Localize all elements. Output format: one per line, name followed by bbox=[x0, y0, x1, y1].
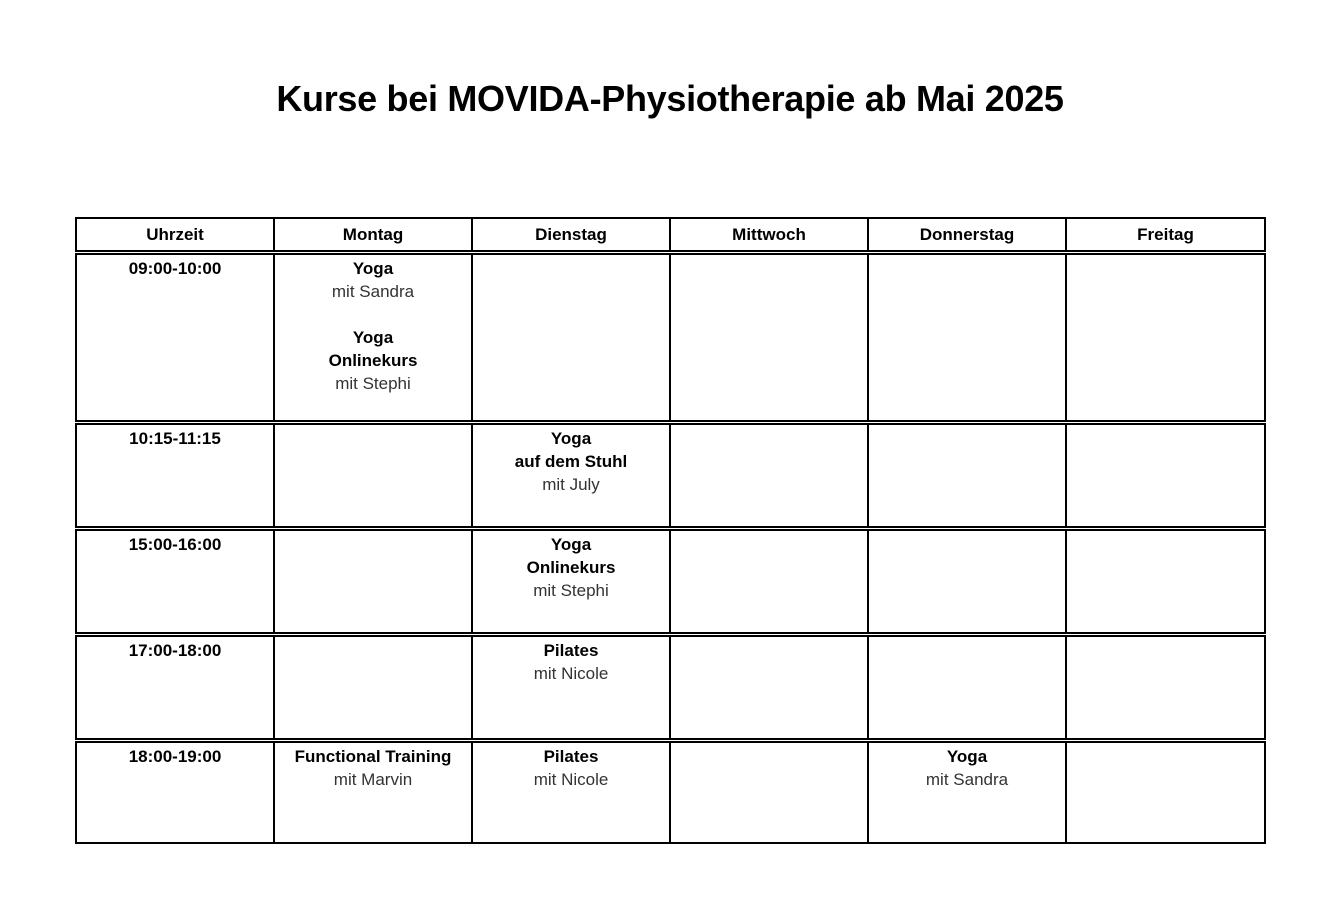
course-cell-wednesday bbox=[670, 741, 868, 844]
column-header-friday: Freitag bbox=[1066, 218, 1265, 253]
table-row bbox=[76, 741, 1265, 844]
course-cell-thursday bbox=[868, 741, 1066, 844]
course-teacher: mit Sandra bbox=[331, 282, 415, 301]
time-cell bbox=[76, 635, 274, 741]
course-teacher: mit Nicole bbox=[533, 770, 609, 789]
course-cell-friday bbox=[1066, 741, 1265, 844]
table-row bbox=[76, 635, 1265, 741]
course-cell-tuesday bbox=[472, 741, 670, 844]
course-cell-wednesday bbox=[670, 529, 868, 635]
course-cell-monday bbox=[274, 635, 472, 741]
time-slot: 10:15-11:15 bbox=[129, 429, 221, 448]
course-cell-wednesday bbox=[670, 253, 868, 423]
course-name: Yoga bbox=[550, 429, 592, 448]
header-row bbox=[76, 218, 1265, 253]
course-subtitle: Onlinekurs bbox=[526, 558, 616, 577]
course-cell-tuesday bbox=[472, 253, 670, 423]
course-subtitle: auf dem Stuhl bbox=[514, 452, 628, 471]
course-name: Pilates bbox=[543, 641, 599, 660]
column-header-monday: Montag bbox=[274, 218, 472, 253]
course-cell-friday bbox=[1066, 423, 1265, 529]
course-name: Yoga bbox=[550, 535, 592, 554]
course-schedule-table bbox=[75, 217, 1266, 844]
course-cell-thursday bbox=[868, 635, 1066, 741]
time-cell bbox=[76, 253, 274, 423]
time-slot: 09:00-10:00 bbox=[128, 259, 222, 278]
column-header-tuesday: Dienstag bbox=[472, 218, 670, 253]
course-cell-friday bbox=[1066, 529, 1265, 635]
course-subtitle: Onlinekurs bbox=[328, 351, 418, 370]
course-cell-thursday bbox=[868, 423, 1066, 529]
course-cell-tuesday bbox=[472, 635, 670, 741]
course-cell-tuesday bbox=[472, 529, 670, 635]
course-cell-thursday bbox=[868, 253, 1066, 423]
course-teacher: mit July bbox=[542, 475, 600, 494]
course-name: Yoga bbox=[352, 259, 394, 278]
course-name: Functional Training bbox=[294, 747, 452, 766]
course-teacher: mit Nicole bbox=[533, 664, 609, 683]
course-cell-wednesday bbox=[670, 423, 868, 529]
course-cell-monday bbox=[274, 423, 472, 529]
table-row bbox=[76, 423, 1265, 529]
time-cell bbox=[76, 529, 274, 635]
course-teacher: mit Stephi bbox=[335, 374, 411, 393]
course-cell-thursday bbox=[868, 529, 1066, 635]
course-cell-friday bbox=[1066, 253, 1265, 423]
table-row bbox=[76, 529, 1265, 635]
time-slot: 18:00-19:00 bbox=[128, 747, 222, 766]
course-name: Pilates bbox=[543, 747, 599, 766]
table-row bbox=[76, 253, 1265, 423]
course-teacher: mit Stephi bbox=[533, 581, 609, 600]
course-teacher: mit Marvin bbox=[333, 770, 413, 789]
course-cell-monday bbox=[274, 741, 472, 844]
course-cell-monday bbox=[274, 529, 472, 635]
time-slot: 17:00-18:00 bbox=[128, 641, 222, 660]
course-cell-friday bbox=[1066, 635, 1265, 741]
course-name: Yoga bbox=[946, 747, 988, 766]
time-slot: 15:00-16:00 bbox=[128, 535, 222, 554]
course-teacher: mit Sandra bbox=[925, 770, 1009, 789]
page-title: Kurse bei MOVIDA-Physiotherapie ab Mai 2025 bbox=[276, 78, 1064, 119]
time-cell bbox=[76, 423, 274, 529]
course-cell-tuesday bbox=[472, 423, 670, 529]
time-cell bbox=[76, 741, 274, 844]
course-name: Yoga bbox=[352, 328, 394, 347]
course-cell-monday bbox=[274, 253, 472, 423]
column-header-wednesday: Mittwoch bbox=[670, 218, 868, 253]
column-header-thursday: Donnerstag bbox=[868, 218, 1066, 253]
column-header-time: Uhrzeit bbox=[76, 218, 274, 253]
course-cell-wednesday bbox=[670, 635, 868, 741]
